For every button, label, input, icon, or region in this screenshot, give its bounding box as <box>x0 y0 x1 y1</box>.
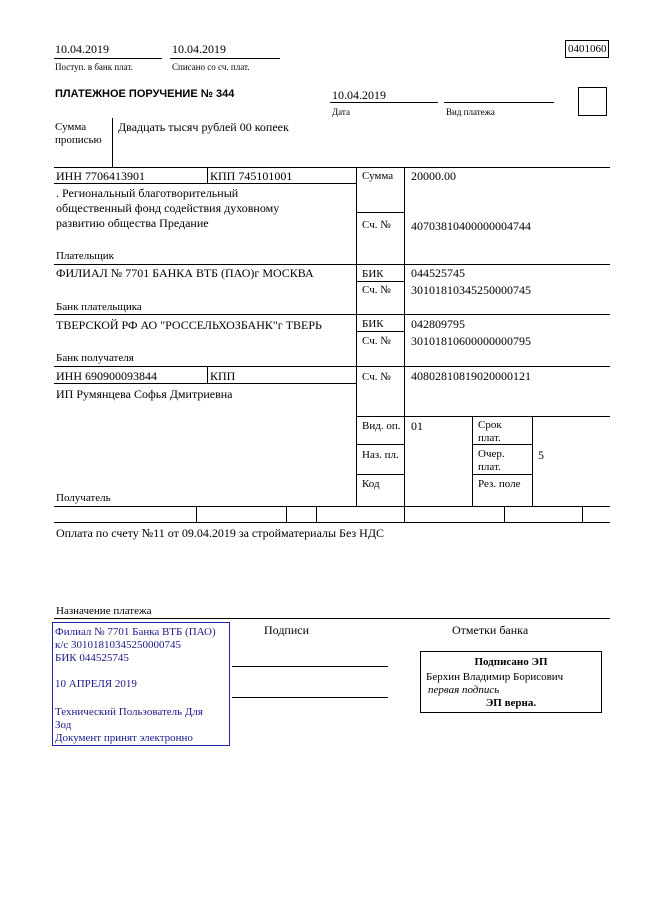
payee-label: Получатель <box>56 492 111 504</box>
purpose-line <box>54 618 610 619</box>
grid-line-payer-bik <box>356 281 404 282</box>
tax-v-3 <box>316 506 317 522</box>
stamp-line-1: Филиал № 7701 Банка ВТБ (ПАО) <box>55 626 216 638</box>
ep-verified: ЭП верна. <box>485 697 537 709</box>
payee-bank-acc: 30101810600000000795 <box>411 334 531 348</box>
status-box <box>578 87 607 116</box>
srok-label-1: Срок <box>478 419 502 431</box>
payee-bank-label: Банк получателя <box>56 352 134 364</box>
payer-bank-bik-label: БИК <box>362 268 384 280</box>
amount-label: Сумма <box>362 170 394 182</box>
payer-bank-label: Банк плательщика <box>56 301 142 313</box>
grid-line-top <box>54 167 610 168</box>
stamp-line-4: 10 АПРЕЛЯ 2019 <box>55 678 137 690</box>
ep-signature-stamp <box>420 651 602 713</box>
grid-line-payer <box>54 264 610 265</box>
tax-v-6 <box>582 506 583 522</box>
rez-pole-label: Рез. поле <box>478 478 521 490</box>
received-line <box>54 58 162 59</box>
ep-signer-name: Берхин Владимир Борисович <box>426 671 564 683</box>
vid-op-label: Вид. оп. <box>362 420 401 432</box>
stamp-line-2: к/с 30101810345250000745 <box>55 639 182 651</box>
ep-title: Подписано ЭП <box>474 656 548 668</box>
vid-op-value: 01 <box>411 419 423 433</box>
signature-line-1 <box>232 666 388 667</box>
grid-v-codes-right <box>532 416 533 506</box>
payee-acc: 40802810819020000121 <box>411 369 531 383</box>
stamp-line-5: Технический Пользователь Для <box>55 706 203 718</box>
amount-value: 20000.00 <box>411 169 456 183</box>
payer-name-1: . Региональный благотворительный <box>56 186 239 200</box>
ocher-value: 5 <box>538 448 544 462</box>
debited-label: Списано со сч. плат. <box>172 62 250 72</box>
payee-bank-acc-label: Сч. № <box>362 335 391 347</box>
payer-inn: ИНН 7706413901 <box>56 169 145 183</box>
grid-line-codes-1b <box>472 444 532 445</box>
payment-type-label: Вид платежа <box>446 107 495 117</box>
payer-bank-name: ФИЛИАЛ № 7701 БАНКА ВТБ (ПАО)г МОСКВА <box>56 266 314 280</box>
grid-v-labels <box>356 167 357 506</box>
ep-sign-type: первая подпись <box>428 684 500 696</box>
order-date-label: Дата <box>332 107 350 117</box>
form-code: 0401060 <box>568 43 607 55</box>
naz-pl-label: Наз. пл. <box>362 449 399 461</box>
payer-kpp: КПП 745101001 <box>210 169 293 183</box>
bank-marks-label: Отметки банка <box>452 623 529 637</box>
amount-words-text: Двадцать тысяч рублей 00 копеек <box>118 120 289 134</box>
payer-bank-acc: 30101810345250000745 <box>411 283 531 297</box>
payee-name: ИП Румянцева Софья Дмитриевна <box>56 387 233 401</box>
payer-bank-bik: 044525745 <box>411 266 465 280</box>
stamp-line-3: БИК 044525745 <box>55 652 129 664</box>
amount-words-label-1: Сумма <box>55 121 87 133</box>
payee-inn: ИНН 690900093844 <box>56 369 157 383</box>
grid-v-values <box>404 167 405 506</box>
received-label: Поступ. в банк плат. <box>55 62 133 72</box>
grid-line-payee-bik <box>356 331 404 332</box>
order-date: 10.04.2019 <box>332 88 386 102</box>
grid-v-payee-kpp <box>207 366 208 383</box>
document-title: ПЛАТЕЖНОЕ ПОРУЧЕНИЕ № 344 <box>55 88 235 100</box>
tax-v-1 <box>196 506 197 522</box>
payer-name-2: общественный фонд содействия духовному <box>56 201 280 215</box>
grid-line-codes-top <box>356 416 610 417</box>
payer-label: Плательщик <box>56 250 114 262</box>
grid-v-kpp <box>207 167 208 183</box>
grid-line-sum <box>356 212 404 213</box>
grid-line-codes-2 <box>356 474 404 475</box>
purpose-text: Оплата по счету №11 от 09.04.2019 за стройматериалы Без НДС <box>56 526 385 540</box>
payee-kpp: КПП <box>210 369 236 383</box>
grid-line-codes-1 <box>356 444 404 445</box>
srok-label-2: плат. <box>478 432 501 444</box>
ocher-label-2: плат. <box>478 461 501 473</box>
payee-bank-name: ТВЕРСКОЙ РФ АО "РОССЕЛЬХОЗБАНК"г ТВЕРЬ <box>56 318 322 332</box>
debited-line <box>170 58 280 59</box>
grid-line-bottom <box>54 506 610 507</box>
stamp-line-7: Документ принят электронно <box>55 732 193 744</box>
payer-bank-acc-label: Сч. № <box>362 284 391 296</box>
kod-label: Код <box>362 478 380 490</box>
grid-v-codes-mid <box>472 416 473 506</box>
order-date-line <box>330 102 438 103</box>
grid-line-payer-bank <box>54 314 610 315</box>
payer-name-3: развитию общества Предание <box>56 216 209 230</box>
tax-v-4 <box>404 506 405 522</box>
signature-line-2 <box>232 697 388 698</box>
form-code-box <box>565 40 609 58</box>
bank-electronic-stamp <box>52 622 230 746</box>
signatures-label: Подписи <box>264 623 310 637</box>
payee-bank-bik: 042809795 <box>411 317 465 331</box>
payer-account-label: Сч. № <box>362 219 391 231</box>
payer-account-value: 40703810400000004744 <box>411 219 531 233</box>
payee-bank-bik-label: БИК <box>362 318 384 330</box>
purpose-label: Назначение платежа <box>56 605 152 617</box>
ocher-label-1: Очер. <box>478 448 505 460</box>
grid-line-payee-bank <box>54 366 610 367</box>
payment-type-line <box>444 102 554 103</box>
tax-v-2 <box>286 506 287 522</box>
tax-v-5 <box>504 506 505 522</box>
debited-date: 10.04.2019 <box>172 42 226 56</box>
payee-acc-label: Сч. № <box>362 371 391 383</box>
grid-line-tax <box>54 522 610 523</box>
stamp-line-6: Зод <box>55 719 72 731</box>
received-date: 10.04.2019 <box>55 42 109 56</box>
amount-words-divider <box>112 118 113 167</box>
amount-words-label-2: прописью <box>55 134 102 146</box>
grid-line-codes-2b <box>472 474 532 475</box>
